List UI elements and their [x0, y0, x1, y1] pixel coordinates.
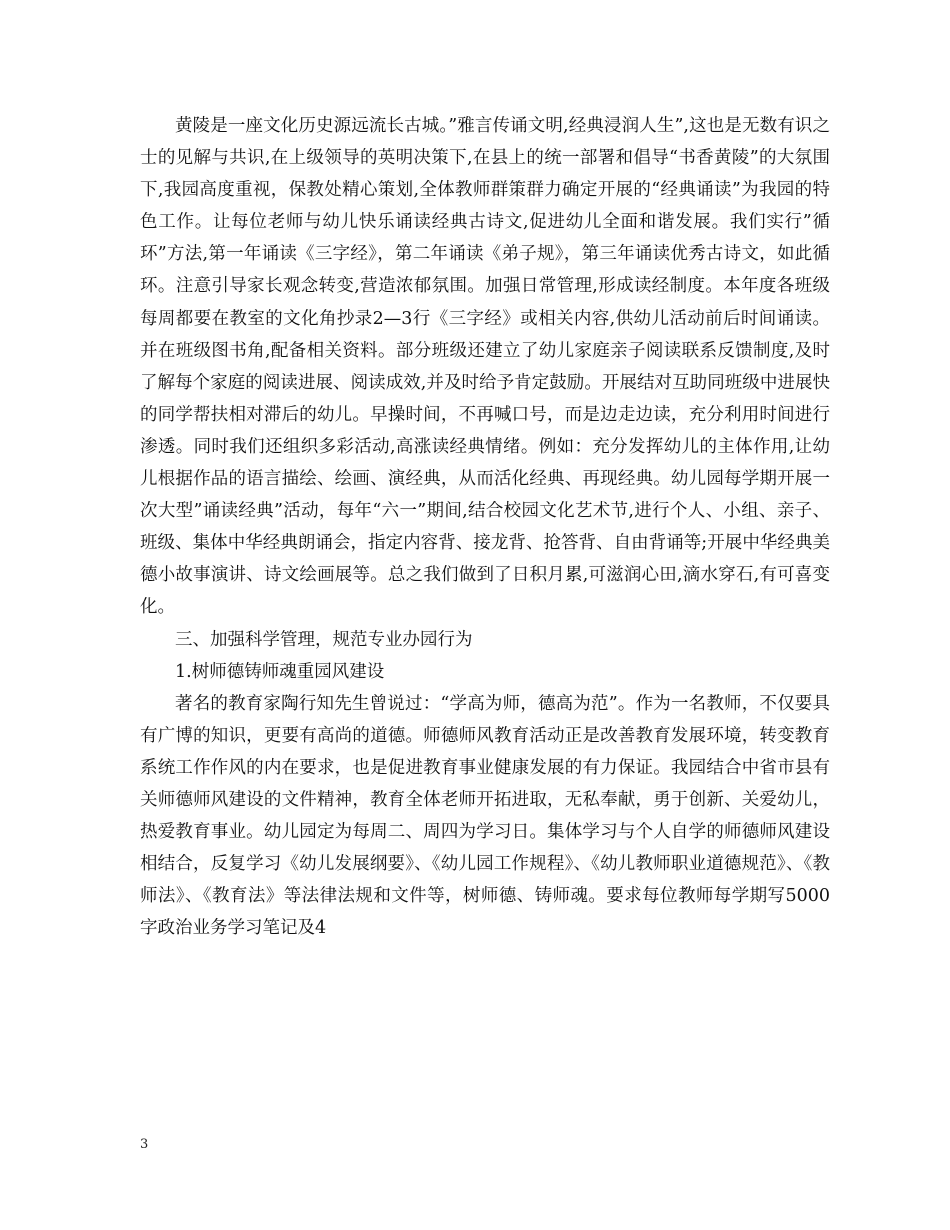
- paragraph-teacher-ethics: 著名的教育家陶行知先生曾说过：“学高为师，德高为范”。作为一名教师，不仅要具有广博的知识，更要有高尚的道德。师德师风教育活动正是改善教育发展环境，转变教育系统工作作风的内在要求，也是促进教育事业健康发展的有力保证。我园结合中省市县有关师德师风建设的文件精神，教育全体老师开拓进取，无私奉献，勇于创新、关爱幼儿，热爱教育事业。幼儿园定为每周二、周四为学习日。集体学习与个人自学的师德师风建设相结合，反复学习《幼儿发展纲要》、《幼儿园工作规程》、《幼儿教师职业道德规范》、《教师法》、《教育法》等法律法规和文件等，树师德、铸师魂。要求每位教师每学期写5000字政治业务学习笔记及4: [140, 693, 830, 939]
- section-heading-management: 三、加强科学管理，规范专业办园行为: [175, 629, 473, 650]
- page-number: 3: [140, 1137, 149, 1152]
- document-body: [140, 110, 830, 944]
- subsection-heading-teacher-ethics: 1.树师德铸师魂重园风建设: [175, 661, 385, 682]
- paragraph-classics-reading: 黄陵是一座文化历史源远流长古城。”雅言传诵文明,经典浸润人生”,这也是无数有识之士的见解与共识,在上级领导的英明决策下,在县上的统一部署和倡导“书香黄陵”的大氛围下,我园高度重视，保教处精心策划,全体教师群策群力确定开展的“经典诵读”为我园的特色工作。让每位老师与幼儿快乐诵读经典古诗文,促进幼儿全面和谐发展。我们实行”循环”方法,第一年诵读《三字经》，第二年诵读《弟子规》，第三年诵读优秀古诗文，如此循环。注意引导家长观念转变,营造浓郁氛围。加强日常管理,形成读经制度。本年度各班级每周都要在教室的文化角抄录2—3行《三字经》或相关内容,供幼儿活动前后时间诵读。并在班级图书角,配备相关资料。部分班级还建立了幼儿家庭亲子阅读联系反馈制度,及时了解每个家庭的阅读进展、阅读成效,并及时给予肯定鼓励。开展结对互助同班级中进展快的同学帮扶相对滞后的幼儿。早操时间，不再喊口号，而是边走边读，充分利用时间进行渗透。同时我们还组织多彩活动,高涨读经典情绪。例如：充分发挥幼儿的主体作用,让幼儿根据作品的语言描绘、绘画、演经典，从而活化经典、再现经典。幼儿园每学期开展一次大型”诵读经典”活动，每年“六一”期间,结合校园文化艺术节,进行个人、小组、亲子、班级、集体中华经典朗诵会，指定内容背、接龙背、抢答背、自由背诵等;开展中华经典美德小故事演讲、诗文绘画展等。总之我们做到了日积月累,可滋润心田,滴水穿石,有可喜变化。: [140, 116, 830, 618]
